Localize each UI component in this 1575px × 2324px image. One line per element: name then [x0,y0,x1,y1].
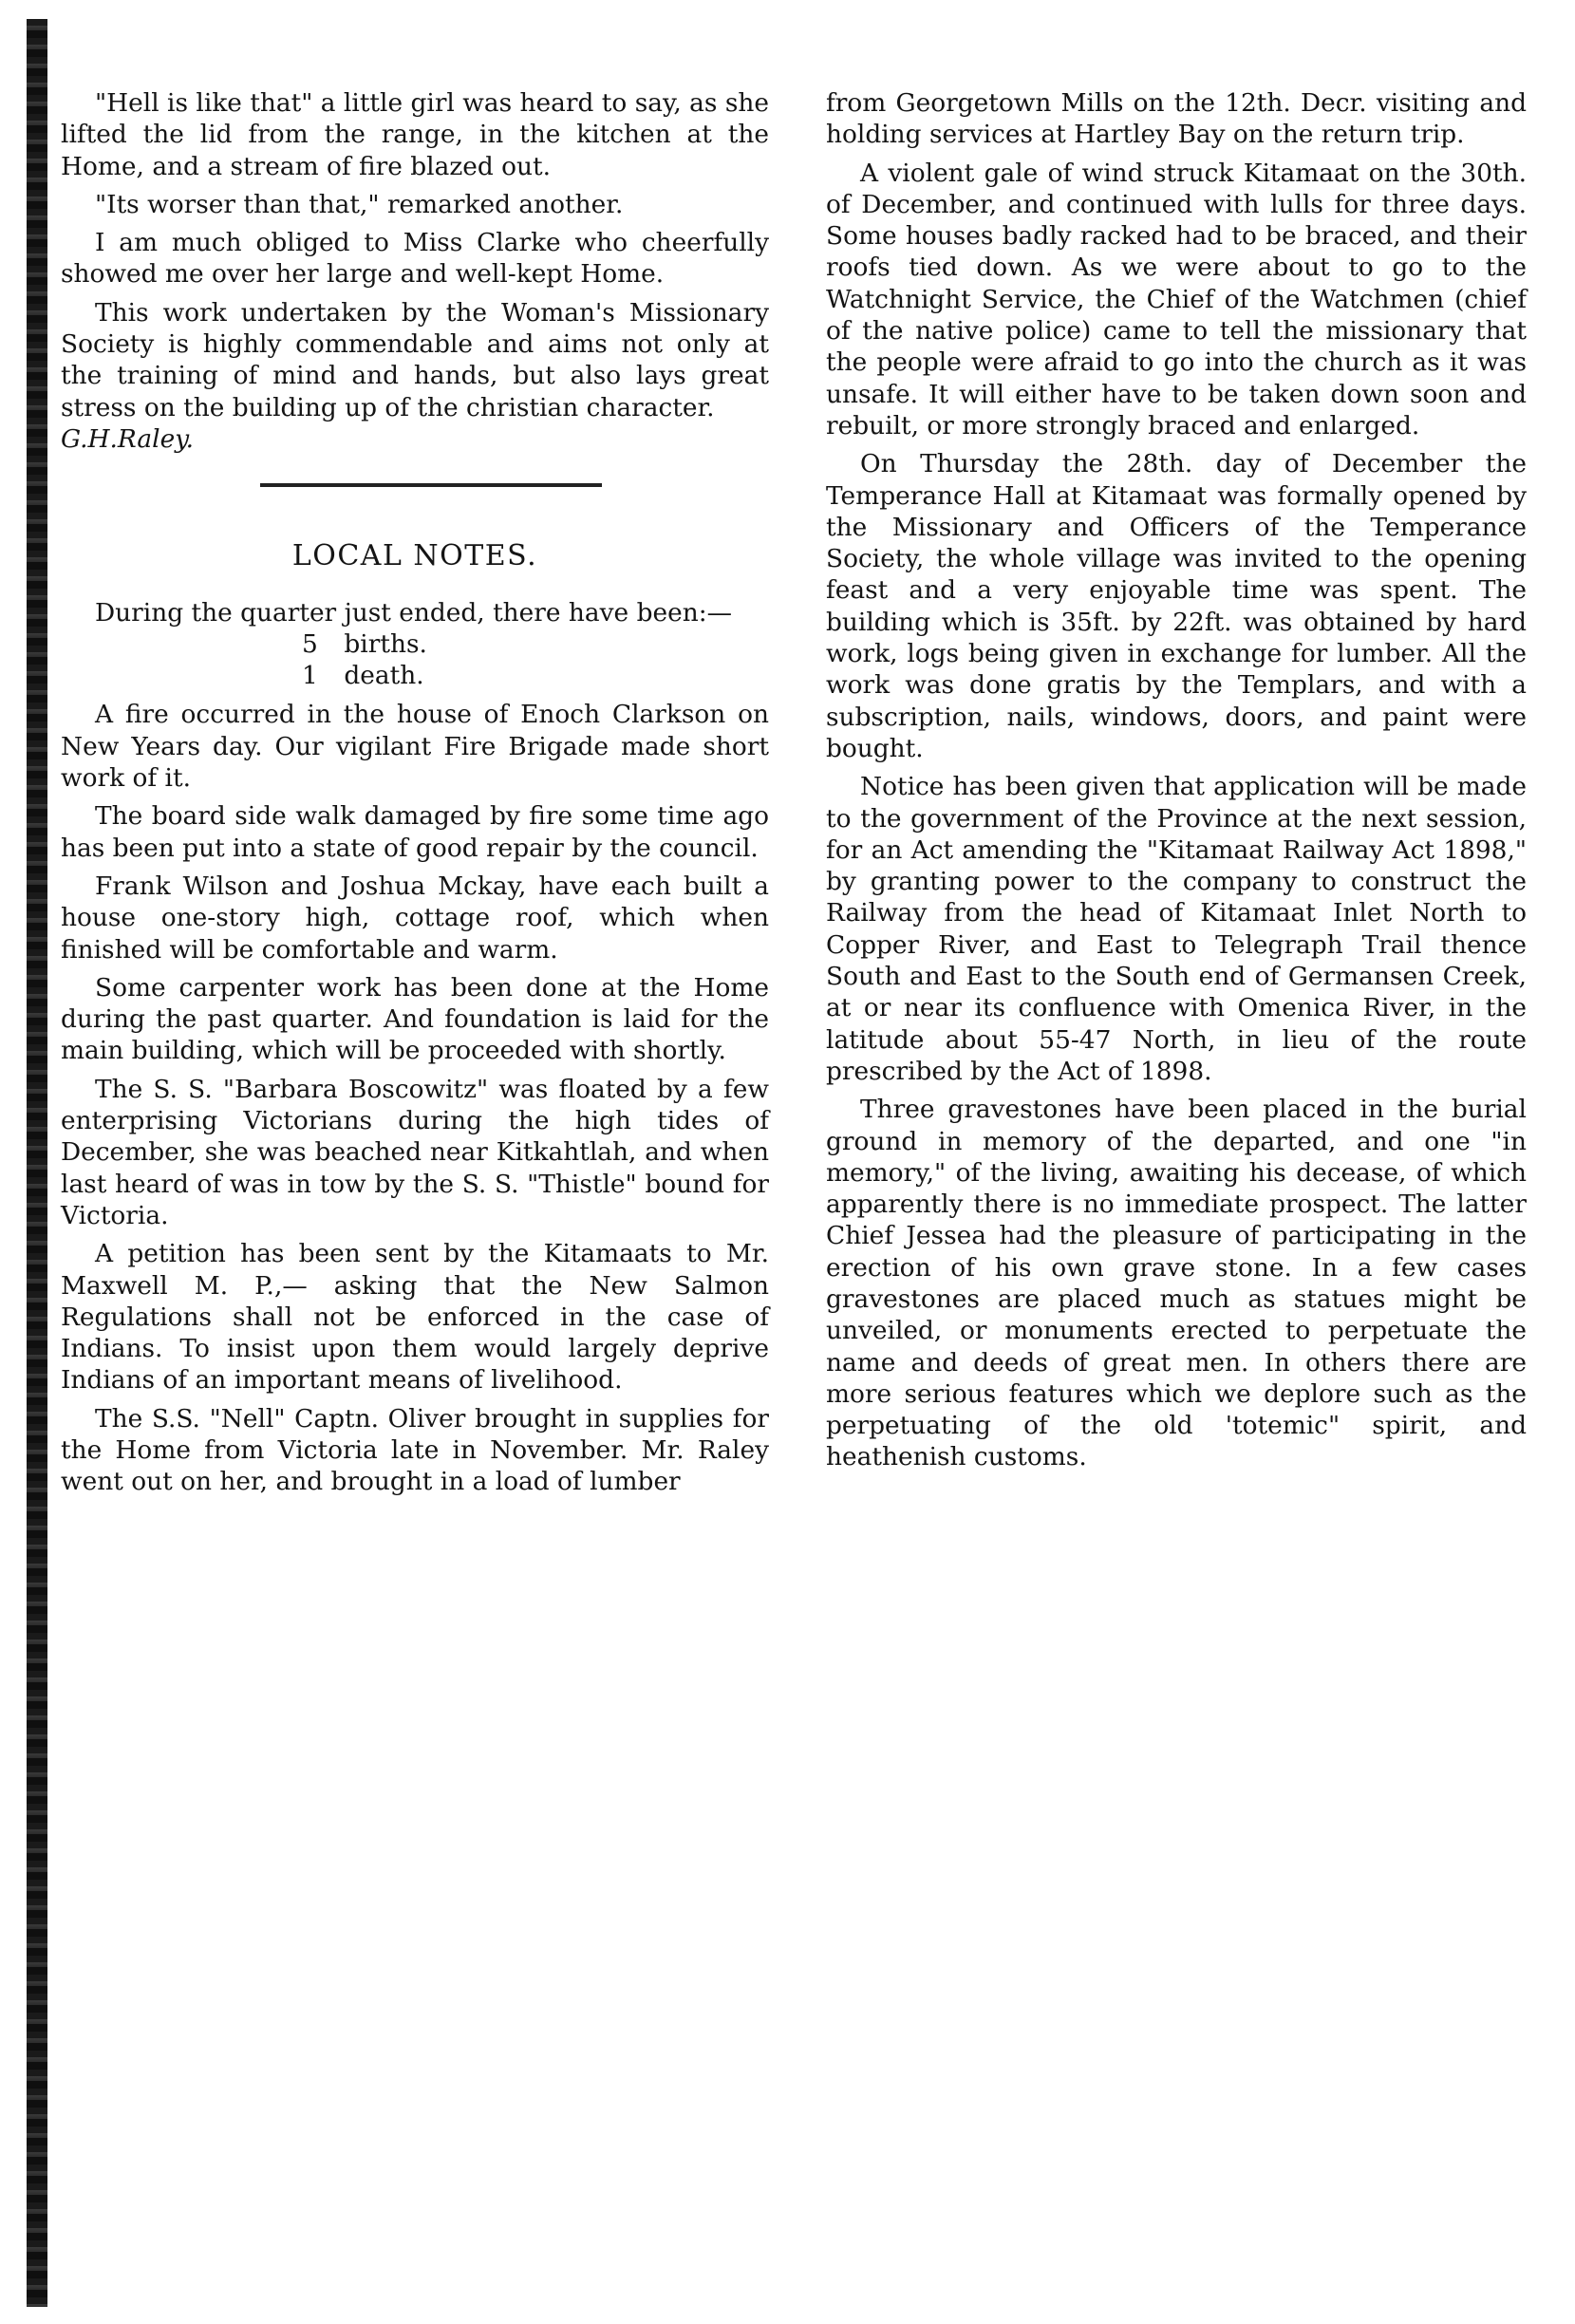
intro-paragraph: I am much obliged to Miss Clarke who cheerfully showed me over her large and well-kept Home. [61,228,769,290]
section-title: LOCAL NOTES. [291,539,538,573]
notes-lead: During the quarter just ended, there have been:— [95,597,732,628]
stat-label: births. [344,628,427,659]
note-paragraph: On Thursday the 28th. day of December the Temperance Hall at Kitamaat was formally opened by the Missionary and Officers of the Temperance Society, the whole village was invited to the opening feast and a very enjoyable time was spent. The building which is 35ft. by 22ft. was obtained by hard work, logs being given in exchange for lumber. All the work was done gratis by the Templars, and with a subscription, nails, windows, doors, and paint were bought. [826,449,1527,763]
note-paragraph: The S.S. "Nell" Captn. Oliver brought in supplies for the Home from Victoria late in November. Mr. Raley went out on her, and brought in a load of lumber [61,1403,769,1497]
stat-row [61,628,769,660]
page-binding-edge [27,19,47,2307]
section-divider [260,483,602,487]
continued-paragraph: from Georgetown Mills on the 12th. Decr. visiting and holding services at Hartley Bay on the return trip. [826,88,1527,150]
intro-paragraph: This work undertaken by the Woman's Missionary Society is highly commendable and aims not only at the training of mind and hands, but also lays great stress on the building up of the christian character. [61,297,769,422]
note-paragraph: Three gravestones have been placed in the burial ground in memory of the departed, and one "in memory," of the living, awaiting his decease, of which apparently there is no immediate prospect. The latter Chief Jessea had the pleasure of participating in the erection of his own grave stone. In a few cases gravestones are placed much as statues might be unveiled, or monuments erected to perpetuate the name and deeds of great men. In others there are more serious features which we deplore such as the perpetuating of the old 'totemic" spirit, and heathenish customs. [826,1095,1527,1472]
intro-paragraph: "Hell is like that" a little girl was heard to say, as she lifted the lid from the range, in the kitchen at the Home, and a stream of fire blazed out. [61,88,769,181]
note-paragraph: The board side walk damaged by fire some time ago has been put into a state of good repair by the council. [61,801,769,863]
note-paragraph: A fire occurred in the house of Enoch Clarkson on New Years day. Our vigilant Fire Brigade made short work of it. [61,700,769,794]
stat-row [61,660,769,691]
quarter-stats [61,628,769,692]
note-paragraph: A violent gale of wind struck Kitamaat on the 30th. of December, and continued with lulls for three days. Some houses badly racked had to be braced, and their roofs tied down. As we were about to go to the Watchnight Service, the Chief of the Watchmen (chief of the native police) came to tell the missionary that the people were afraid to go into the church as it was unsafe. It will either have to be taken down soon and rebuilt, or more strongly braced and enlarged. [826,158,1527,440]
note-paragraph: Notice has been given that application will be made to the government of the Province at the next session, for an Act amending the "Kitamaat Railway Act 1898," by granting power to the company to construct the Railway from the head of Kitamaat Inlet North to Copper River, and East to Telegraph Trail thence South and East to the South end of Germansen Creek, at or near its confluence with Omenica River, in the latitude about 55-47 North, in lieu of the route prescribed by the Act of 1898. [826,772,1527,1086]
left-column [61,87,769,1505]
stat-number: 5 [302,628,318,659]
intro-paragraph: "Its worser than that," remarked another. [95,189,624,219]
right-column [826,87,1527,1480]
note-paragraph: The S. S. "Barbara Boscowitz" was floated by a few enterprising Victorians during the high tides of December, she was beached near Kitkahtlah, and when last heard of was in tow by the S. S. "Thistle" bound for Victoria. [61,1074,769,1230]
note-paragraph: Some carpenter work has been done at the Home during the past quarter. And foundation is laid for the main building, which will be proceeded with shortly. [61,972,769,1066]
note-paragraph: Frank Wilson and Joshua Mckay, have each built a house one-story high, cottage roof, which when finished will be comfortable and warm. [61,871,769,965]
stat-label: death. [344,661,424,691]
signature: G.H.Raley. [61,423,194,454]
stat-number: 1 [302,661,318,691]
note-paragraph: A petition has been sent by the Kitamaats to Mr. Maxwell M. P.,— asking that the New Salmon Regulations shall not be enforced in the case of Indians. To insist upon them would largely deprive Indians of an important means of livelihood. [61,1239,769,1396]
